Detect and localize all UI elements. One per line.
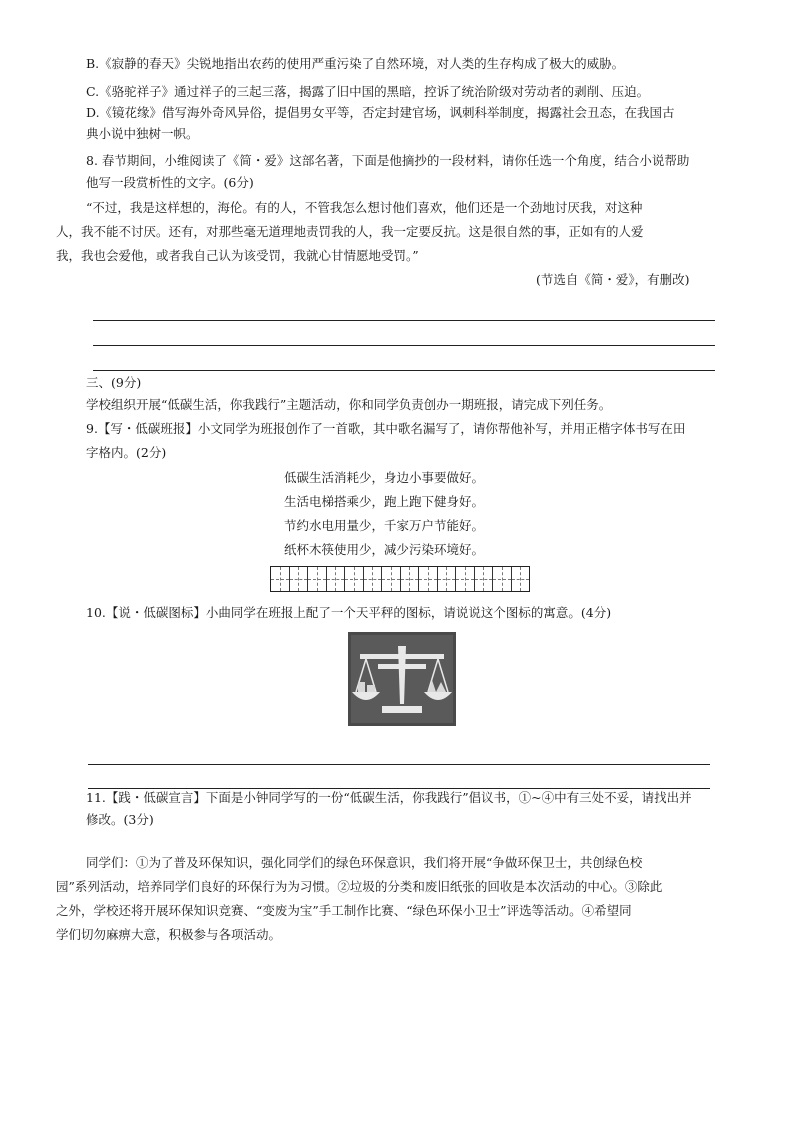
- option-d-line2: 典小说中独树一帜。: [86, 126, 199, 141]
- grid-cell[interactable]: [364, 567, 383, 591]
- q8-quote-line2: 人，我不能不讨厌。还有，对那些毫无道理地责罚我的人，我一定要反抗。这是很自然的事，正如有的人爱: [56, 224, 644, 239]
- section3-intro: 学校组织开展“低碳生活，你我践行”主题活动，你和同学负责创办一期班报，请完成下列任务。: [86, 397, 612, 412]
- letter-line: 学们切勿麻痹大意，积极参与各项活动。: [56, 927, 282, 942]
- poem-line: 纸杯木筷使用少，减少污染环境好。: [284, 542, 485, 557]
- q8-source: (节选自《简・爱》，有删改): [536, 272, 690, 287]
- poem-line: 低碳生活消耗少，身边小事要做好。: [284, 470, 485, 485]
- grid-cell[interactable]: [382, 567, 401, 591]
- option-c: C.《骆驼祥子》通过祥子的三起三落，揭露了旧中国的黑暗，控诉了统治阶级对劳动者的剥削、压迫。: [86, 84, 650, 99]
- poem-line: 生活电梯搭乘少，跑上跑下健身好。: [284, 494, 485, 509]
- grid-cell[interactable]: [271, 567, 290, 591]
- letter-line: 同学们：①为了普及环保知识，强化同学们的绿色环保意识，我们将开展“争做环保卫士，共创绿色校: [86, 855, 643, 870]
- q11-prompt-line1: 11.【践・低碳宣言】下面是小钟同学写的一份“低碳生活，你我践行”倡议书，①~④中有三处不妥，请找出并: [86, 790, 692, 805]
- answer-line[interactable]: [88, 788, 710, 789]
- grid-cell[interactable]: [493, 567, 512, 591]
- grid-cell[interactable]: [345, 567, 364, 591]
- grid-cell[interactable]: [327, 567, 346, 591]
- answer-line[interactable]: [93, 320, 715, 321]
- q8-prompt-line1: 8. 春节期间，小维阅读了《简・爱》这部名著，下面是他摘抄的一段材料，请你任选一个角度，结合小说帮助: [86, 153, 690, 168]
- answer-line[interactable]: [93, 345, 715, 346]
- grid-cell[interactable]: [290, 567, 309, 591]
- grid-cell[interactable]: [438, 567, 457, 591]
- tian-grid[interactable]: [270, 566, 530, 592]
- grid-cell[interactable]: [456, 567, 475, 591]
- q8-quote-line3: 我，我也会爱他，或者我自己认为该受罚，我就心甘情愿地受罚。”: [56, 248, 419, 263]
- letter-line: 园”系列活动，培养同学们良好的环保行为为习惯。②垃圾的分类和废旧纸张的回收是本次活动的中心。③除此: [56, 879, 663, 894]
- poem-line: 节约水电用量少，千家万户节能好。: [284, 518, 485, 533]
- grid-cell[interactable]: [419, 567, 438, 591]
- option-b: B.《寂静的春天》尖锐地指出农药的使用严重污染了自然环境，对人类的生存构成了极大的威胁。: [86, 56, 625, 71]
- answer-line[interactable]: [88, 764, 710, 765]
- q10-prompt: 10.【说・低碳图标】小曲同学在班报上配了一个天平秤的图标，请说说这个图标的寓意。(4分): [86, 605, 612, 620]
- grid-cell[interactable]: [512, 567, 530, 591]
- q8-quote-line1: “不过，我是这样想的，海伦。有的人，不管我怎么想讨他们喜欢，他们还是一个劲地讨厌我，对这种: [86, 200, 643, 215]
- answer-line[interactable]: [93, 370, 715, 371]
- q9-prompt-line2: 字格内。(2分): [86, 445, 167, 460]
- q8-prompt-line2: 他写一段赏析性的文字。(6分): [86, 175, 254, 190]
- option-d-line1: D.《镜花缘》借写海外奇风异俗，提倡男女平等，否定封建官场，讽刺科举制度，揭露社会丑态，在我国古: [86, 105, 675, 120]
- section3-heading: 三、(9分): [86, 375, 142, 390]
- grid-cell[interactable]: [475, 567, 494, 591]
- balance-scale-logo: [348, 632, 456, 726]
- grid-cell[interactable]: [308, 567, 327, 591]
- grid-cell[interactable]: [401, 567, 420, 591]
- q11-prompt-line2: 修改。(3分): [86, 812, 154, 827]
- letter-line: 之外，学校还将开展环保知识竞赛、“变废为宝”手工制作比赛、“绿色环保小卫士”评选等活动。④希望同: [56, 903, 632, 918]
- q9-prompt-line1: 9.【写・低碳班报】小文同学为班报创作了一首歌，其中歌名漏写了，请你帮他补写，并用正楷字体书写在田: [86, 421, 686, 436]
